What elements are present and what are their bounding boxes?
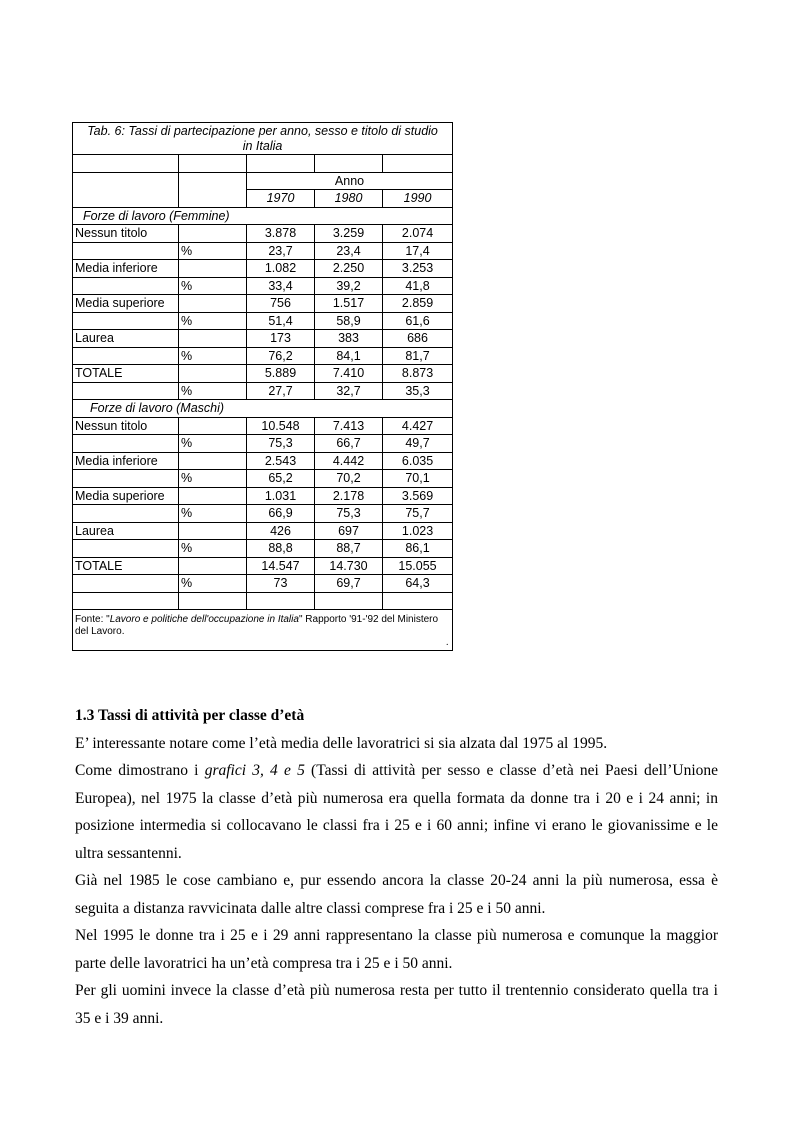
table-row — [73, 260, 453, 278]
table-cell: 426 — [247, 522, 315, 540]
percent-label: % — [179, 470, 247, 488]
table-row — [73, 557, 453, 575]
table-row — [73, 347, 453, 365]
table-cell: 35,3 — [383, 382, 453, 400]
table-row — [73, 435, 453, 453]
table-row — [73, 505, 453, 523]
table-cell: 39,2 — [315, 277, 383, 295]
table-cell: 3.569 — [383, 487, 453, 505]
row-label: Media superiore — [73, 487, 179, 505]
table-title-row — [73, 123, 453, 155]
row-label: Nessun titolo — [73, 417, 179, 435]
table-cell: 2.859 — [383, 295, 453, 313]
table-row — [73, 242, 453, 260]
percent-label: % — [179, 540, 247, 558]
table-cell: 81,7 — [383, 347, 453, 365]
table-cell: 3.878 — [247, 225, 315, 243]
row-label: Laurea — [73, 522, 179, 540]
table-anno-row — [73, 172, 453, 190]
table-cell: 76,2 — [247, 347, 315, 365]
table-row — [73, 487, 453, 505]
row-label: Media inferiore — [73, 260, 179, 278]
table-row — [73, 540, 453, 558]
table-title: Tab. 6: Tassi di partecipazione per anno, sesso e titolo di studio in Italia — [73, 123, 453, 155]
table-row — [73, 522, 453, 540]
table-cell: 2.178 — [315, 487, 383, 505]
table-cell: 49,7 — [383, 435, 453, 453]
table-cell: 7.413 — [315, 417, 383, 435]
table-cell: 88,8 — [247, 540, 315, 558]
row-label: Media superiore — [73, 295, 179, 313]
table-cell: 1.023 — [383, 522, 453, 540]
table-row — [73, 417, 453, 435]
table-cell: 61,6 — [383, 312, 453, 330]
table-cell: 10.548 — [247, 417, 315, 435]
table-row — [73, 575, 453, 593]
table-cell: 4.427 — [383, 417, 453, 435]
table-row — [73, 312, 453, 330]
table-row — [73, 365, 453, 383]
table-cell: 88,7 — [315, 540, 383, 558]
table-cell: 173 — [247, 330, 315, 348]
table-cell: 2.074 — [383, 225, 453, 243]
paragraph: Nel 1995 le donne tra i 25 e i 29 anni rappresentano la classe più numerosa e comunque la maggior parte delle lavoratrici ha un’età compresa tra i 25 e i 50 anni. — [75, 927, 718, 972]
male-section-row — [73, 400, 453, 418]
percent-label: % — [179, 242, 247, 260]
table-cell: 1.031 — [247, 487, 315, 505]
table-cell: 5.889 — [247, 365, 315, 383]
year-header: 1990 — [383, 190, 453, 208]
table-cell: 32,7 — [315, 382, 383, 400]
anno-label: Anno — [247, 172, 453, 190]
table-cell: 8.873 — [383, 365, 453, 383]
table-cell: 75,3 — [247, 435, 315, 453]
table-cell: 64,3 — [383, 575, 453, 593]
table-cell: 15.055 — [383, 557, 453, 575]
table-cell: 69,7 — [315, 575, 383, 593]
row-label: Nessun titolo — [73, 225, 179, 243]
table-cell: 3.259 — [315, 225, 383, 243]
charts-reference: grafici 3, 4 e 5 — [204, 762, 305, 779]
table-cell: 58,9 — [315, 312, 383, 330]
table-empty-row — [73, 155, 453, 173]
table-cell: 73 — [247, 575, 315, 593]
table-cell: 1.082 — [247, 260, 315, 278]
year-header: 1970 — [247, 190, 315, 208]
percent-label: % — [179, 277, 247, 295]
percent-label: % — [179, 505, 247, 523]
section-text — [75, 702, 718, 1032]
row-label: Media inferiore — [73, 452, 179, 470]
table-cell: 7.410 — [315, 365, 383, 383]
section-heading: 1.3 Tassi di attività per classe d’età — [75, 707, 305, 724]
table-row — [73, 330, 453, 348]
table-cell: 2.250 — [315, 260, 383, 278]
table-cell: 70,1 — [383, 470, 453, 488]
table-row — [73, 277, 453, 295]
table-row — [73, 470, 453, 488]
percent-label: % — [179, 312, 247, 330]
table-cell: 23,7 — [247, 242, 315, 260]
table-cell: 3.253 — [383, 260, 453, 278]
female-section-label: Forze di lavoro (Femmine) — [73, 207, 453, 225]
table-cell: 86,1 — [383, 540, 453, 558]
table-source-note: Fonte: "Lavoro e politiche dell'occupazione in Italia" Rapporto '91-'92 del Ministero del Lavoro. . — [73, 610, 453, 651]
table-cell: 33,4 — [247, 277, 315, 295]
table-cell: 75,7 — [383, 505, 453, 523]
table-cell: 6.035 — [383, 452, 453, 470]
row-label: Laurea — [73, 330, 179, 348]
male-section-label: Forze di lavoro (Maschi) — [73, 400, 453, 418]
percent-label: % — [179, 347, 247, 365]
percent-label: % — [179, 382, 247, 400]
table-cell: 65,2 — [247, 470, 315, 488]
table-cell: 23,4 — [315, 242, 383, 260]
paragraph: Per gli uomini invece la classe d’età più numerosa resta per tutto il trentennio considerato quella tra i 35 e i 39 anni. — [75, 982, 718, 1027]
table-cell: 383 — [315, 330, 383, 348]
row-label: TOTALE — [73, 365, 179, 383]
table-cell: 14.730 — [315, 557, 383, 575]
table-row — [73, 295, 453, 313]
table-cell: 2.543 — [247, 452, 315, 470]
table-cell: 51,4 — [247, 312, 315, 330]
paragraph: Come dimostrano i grafici 3, 4 e 5 (Tassi di attività per sesso e classe d’età nei Paesi dell’Unione Europea), nel 1975 la classe d’età più numerosa era quella formata da donne tra i 20 e i 24 anni; in posizione intermedia si collocavano le classi fra i 25 e i 60 anni; infine vi erano le giovanissime e le ultra sessantenni. — [75, 762, 718, 862]
table-empty-row — [73, 592, 453, 610]
participation-table-container — [72, 122, 452, 651]
year-header: 1980 — [315, 190, 383, 208]
table-cell: 70,2 — [315, 470, 383, 488]
table-row — [73, 225, 453, 243]
table-cell: 697 — [315, 522, 383, 540]
table-cell: 27,7 — [247, 382, 315, 400]
paragraph: Già nel 1985 le cose cambiano e, pur essendo ancora la classe 20-24 anni la più numerosa, essa è seguita a distanza ravvicinata dalle altre classi comprese fra i 25 e i 50 anni. — [75, 872, 718, 917]
table-cell: 4.442 — [315, 452, 383, 470]
trailing-dot: . — [446, 637, 450, 648]
table-cell: 1.517 — [315, 295, 383, 313]
table-cell: 84,1 — [315, 347, 383, 365]
percent-label: % — [179, 435, 247, 453]
row-label: TOTALE — [73, 557, 179, 575]
table-cell: 66,9 — [247, 505, 315, 523]
participation-table — [72, 122, 453, 651]
table-cell: 66,7 — [315, 435, 383, 453]
table-source-row — [73, 610, 453, 651]
female-section-row — [73, 207, 453, 225]
table-cell: 41,8 — [383, 277, 453, 295]
table-years-row — [73, 190, 453, 208]
paragraph: E’ interessante notare come l’età media delle lavoratrici si sia alzata dal 1975 al 1995. — [75, 734, 608, 752]
table-cell: 17,4 — [383, 242, 453, 260]
table-cell: 756 — [247, 295, 315, 313]
table-row — [73, 452, 453, 470]
table-row — [73, 382, 453, 400]
table-cell: 14.547 — [247, 557, 315, 575]
table-cell: 686 — [383, 330, 453, 348]
table-cell: 75,3 — [315, 505, 383, 523]
percent-label: % — [179, 575, 247, 593]
